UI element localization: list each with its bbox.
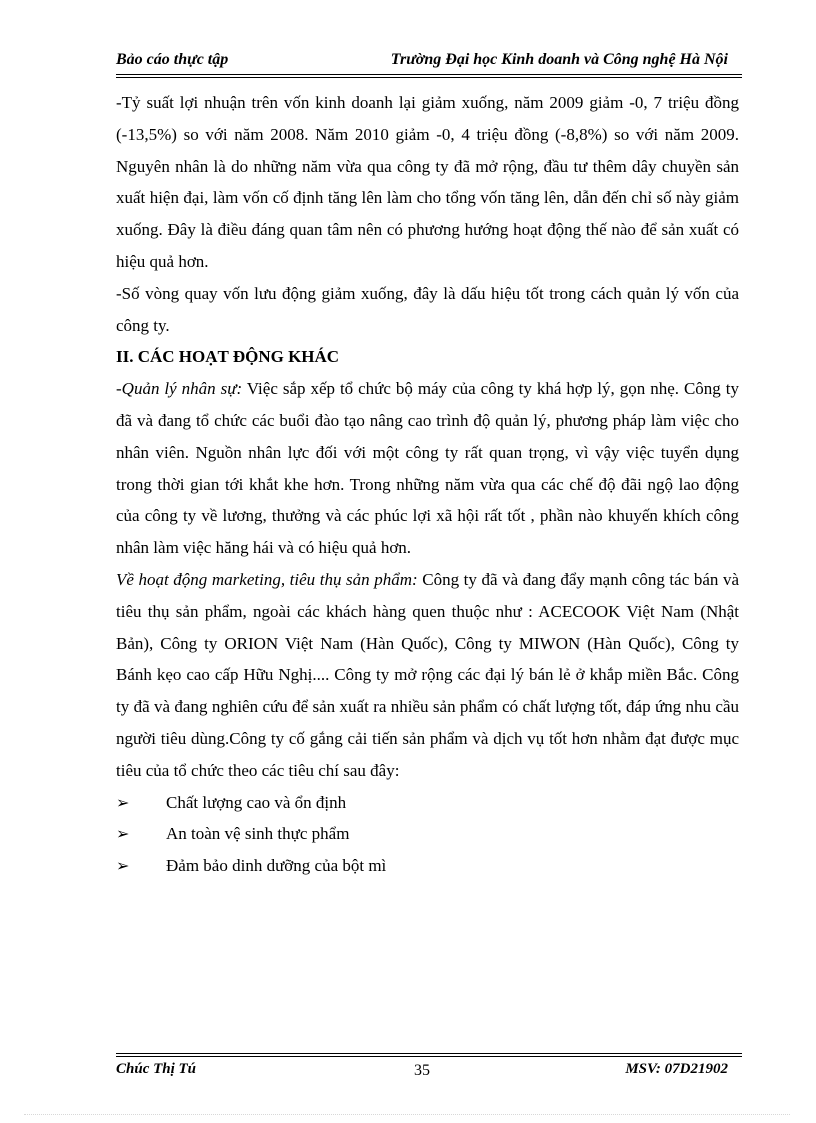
hr-text: Việc sắp xếp tổ chức bộ máy của công ty khá hợp lý, gọn nhẹ. Công ty đã và đang tổ chức các buổi đào tạo nâng cao trình độ quản lý, phương pháp làm việc cho nhân viên. Nguồn nhân lực đối với một công ty rất quan trọng, vì vậy việc tuyển dụng trong thời gian tới khắt khe hơn. Trong những năm vừa qua các chế độ đãi ngộ lao động của công ty về lương, thưởng và các phúc lợi xã hội rất tốt , phần nào khuyến khích công nhân làm việc hăng hái và có hiệu quả hơn. bbox=[116, 379, 739, 558]
list-item bbox=[116, 787, 739, 819]
page-edge-divider bbox=[24, 1114, 790, 1115]
list-item-text: Đảm bảo dinh dưỡng của bột mì bbox=[166, 856, 387, 876]
page-number: 35 bbox=[414, 1062, 430, 1079]
page-body bbox=[116, 87, 739, 882]
footer-rule-double bbox=[116, 1056, 742, 1057]
paragraph-profit-ratio: -Tỷ suất lợi nhuận trên vốn kinh doanh lại giảm xuống, năm 2009 giảm -0, 7 triệu đồng (-13,5%) so với năm 2008. Năm 2010 giảm -0, 4 triệu đồng (-8,8%) so với năm 2009. Nguyên nhân là do những năm vừa qua công ty đã mở rộng, đầu tư thêm dây chuyền sản xuất hiện đại, làm vốn cố định tăng lên làm cho tổng vốn tăng lên, dẫn đến chỉ số này giảm xuống. Đây là điều đáng quan tâm nên có phương hướng hoạt động thế nào để sản xuất có hiệu quả hơn. bbox=[116, 93, 739, 271]
hr-label: -Quản lý nhân sự: bbox=[116, 379, 243, 399]
list-item-text: Chất lượng cao và ổn định bbox=[166, 792, 347, 812]
paragraph-capital-turnover: -Số vòng quay vốn lưu động giảm xuống, đây là dấu hiệu tốt trong cách quản lý vốn của công ty. bbox=[116, 283, 739, 335]
page-footer bbox=[116, 1058, 728, 1080]
footer-author: Chúc Thị Tú bbox=[116, 1061, 197, 1077]
footer-rule bbox=[116, 1053, 742, 1054]
header-rule-double bbox=[116, 77, 742, 78]
paragraph-hr bbox=[116, 373, 739, 564]
header-school-name: Trường Đại học Kinh doanh và Công nghệ Hà Nội bbox=[390, 51, 728, 68]
paragraph-marketing bbox=[116, 564, 739, 787]
arrow-bullet-icon: ➢ bbox=[116, 792, 130, 812]
marketing-label: Về hoạt động marketing, tiêu thụ sản phẩm: bbox=[116, 569, 418, 589]
list-item-text: An toàn vệ sinh thực phẩm bbox=[166, 824, 350, 844]
arrow-bullet-icon: ➢ bbox=[116, 856, 130, 876]
list-item bbox=[116, 818, 739, 850]
footer-student-id: MSV: 07D21902 bbox=[625, 1061, 728, 1077]
header-rule bbox=[116, 74, 742, 75]
list-item bbox=[116, 850, 739, 882]
marketing-text: Công ty đã và đang đẩy mạnh công tác bán và tiêu thụ sản phẩm, ngoài các khách hàng quen thuộc như : ACECOOK Việt Nam (Nhật Bản), Công ty ORION Việt Nam (Hàn Quốc), Công ty MIWON (Hàn Quốc), Công ty Bánh kẹo cao cấp Hữu Nghị.... Công ty mở rộng các đại lý bán lẻ ở khắp miền Bắc. Công ty đã và đang nghiên cứu để sản xuất ra nhiều sản phẩm có chất lượng tốt, đáp ứng nhu cầu người tiêu dùng.Công ty cố gắng cải tiến sản phẩm và dịch vụ tốt hơn nhằm đạt được mục tiêu của tổ chức theo các tiêu chí sau đây: bbox=[116, 569, 739, 780]
arrow-bullet-icon: ➢ bbox=[116, 824, 130, 844]
page-header bbox=[116, 48, 728, 72]
header-report-title: Bảo cáo thực tập bbox=[116, 51, 229, 68]
section-heading: II. CÁC HOẠT ĐỘNG KHÁC bbox=[116, 347, 340, 367]
